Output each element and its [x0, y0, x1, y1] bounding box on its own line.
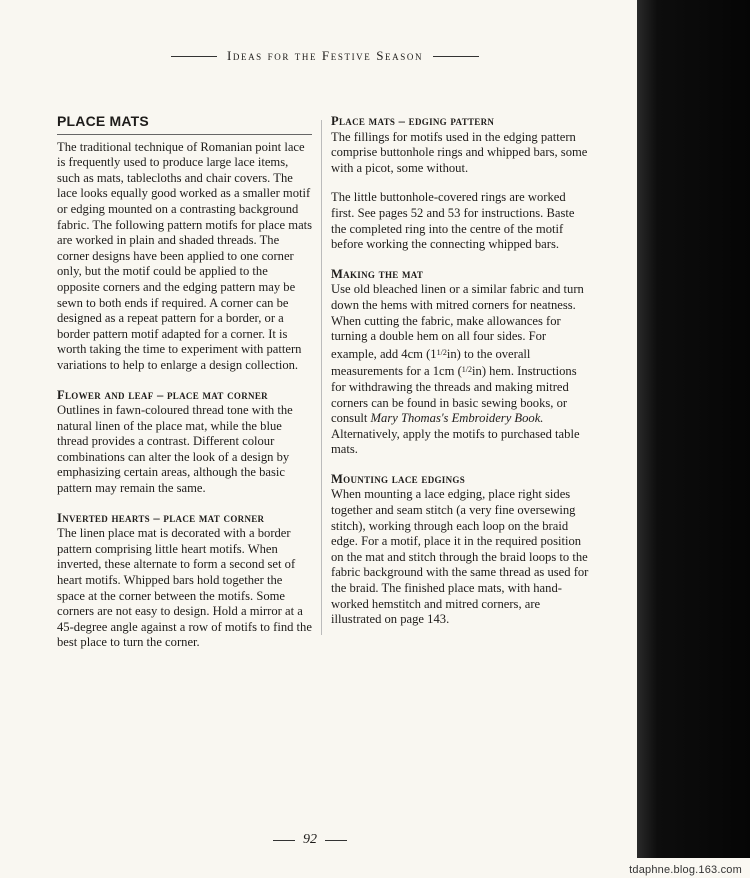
paragraph: The little buttonhole-covered rings are worked first. See pages 52 and 53 for instructions. Baste the completed ring into the centre of the motif before working the connecting whipped bars. — [331, 190, 575, 252]
paragraph: The linen place mat is decorated with a border pattern comprising little heart motifs. When inverted, these alternate to form a second set of heart motifs. Whipped bars hold together the space at the corner between the motifs. Some corners are not easy to design. Hold a mirror at a 45-degree angle against a row of motifs to find the best place to turn the corner. — [57, 526, 312, 650]
section-heading: PLACE MATS — [57, 114, 312, 135]
section-mounting-lace — [331, 472, 589, 628]
section-inverted-hearts — [57, 511, 313, 651]
running-head-rule-left — [171, 56, 217, 57]
text-run: Alternatively, apply the motifs to purchased table mats. — [331, 426, 580, 457]
subheading: Inverted hearts – place mat corner — [57, 510, 265, 525]
text-run: Use old bleached linen or a similar fabric and turn down the hems with mitred corners for neatness. When cutting the fabric, make allowances for turning a double hem on all four sides. For example, add 4cm (1 — [331, 282, 584, 361]
left-column — [57, 114, 313, 651]
running-head-rule-right — [433, 56, 479, 57]
running-head — [140, 46, 510, 66]
subheading: Mounting lace edgings — [331, 471, 466, 486]
right-column — [331, 114, 589, 628]
folio-rule-left — [273, 840, 295, 841]
section-making-the-mat — [331, 267, 589, 458]
running-head-title: Ideas for the Festive Season — [226, 48, 424, 63]
page-number-text: 92 — [303, 832, 317, 847]
paragraph: When mounting a lace edging, place right sides together and seam stitch (a very fine oversewing stitch), working through each loop on the braid edge. For a motif, place it in the required position on the mat and stitch through the braid loops to the fabric background with the same thread as used for the braid. The finished place mats, with hand-worked hemstitch and mitred corners, are illustrated on page 143. — [331, 487, 589, 627]
fraction: 1/2 — [461, 365, 473, 375]
book-spine-shadow — [637, 0, 750, 858]
paragraph — [331, 282, 589, 458]
text-run: in) to the overall measurements for a 1cm ( — [331, 346, 531, 379]
page-number — [260, 832, 360, 848]
column-divider — [321, 120, 322, 635]
watermark: tdaphne.blog.163.com — [629, 864, 742, 876]
fraction: 1/2 — [436, 347, 447, 357]
subheading: Flower and leaf – place mat corner — [57, 387, 268, 402]
paragraph: Outlines in fawn-coloured thread tone with the natural linen of the place mat, while the blue thread provides a contrast. Different colour combinations can alter the look of a design by emphasizing certain areas, although the basic pattern may remain the same. — [57, 403, 293, 496]
book-title: Mary Thomas's Embroidery Book. — [370, 411, 544, 426]
subheading: Making the mat — [331, 266, 424, 281]
section-flower-leaf — [57, 388, 313, 497]
folio-rule-right — [325, 840, 347, 841]
subheading: Place mats – edging pattern — [331, 114, 495, 128]
section-edging-pattern — [331, 114, 589, 253]
paragraph: The fillings for motifs used in the edging pattern comprise buttonhole rings and whipped bars, some with a picot, some without. — [331, 129, 588, 175]
intro-paragraph: The traditional technique of Romanian point lace is frequently used to produce large lace items, such as mats, tablecloths and chair covers. The lace looks equally good worked as a smaller motif or edging mounted on a contrasting background fabric. The following pattern motifs for place mats are worked in plain and shaded threads. The corner designs have been applied to one corner only, but the motif could be applied to the opposite corners and the edging pattern may be sewn to both ends if required. A corner can be designed as a repeat pattern for a border, or a border pattern motif adapted for a corner. It is worth taking the time to experiment with pattern variations to help to enlarge a design collection. — [57, 139, 313, 372]
text-run: in) hem. Instructions for withdrawing the threads and making mitred corners can be found in basic sewing books, or consult — [331, 364, 577, 426]
